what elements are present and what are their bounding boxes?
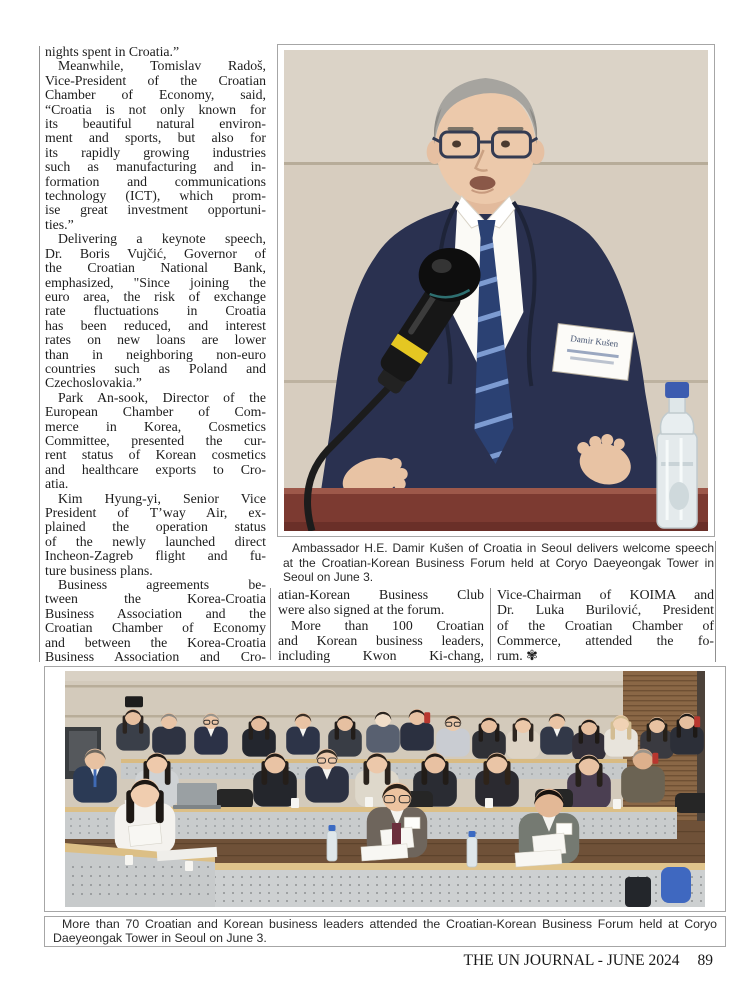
text-line: such as manufacturing and in- (45, 159, 266, 175)
text-line: formation and communications (45, 173, 266, 189)
text-line: of the newly launched direct (45, 533, 266, 549)
text-line: Croatian Chamber of Economy (45, 620, 266, 636)
journal-title: THE UN JOURNAL - JUNE 2024 (463, 952, 680, 969)
speaker-photo (284, 50, 708, 531)
text-line: atia. (45, 476, 69, 492)
text-line: including Kwon Ki-chang, (278, 648, 484, 664)
text-line: European Chamber of Com- (45, 404, 266, 420)
text-line: Dr. Luka Burilović, President (497, 602, 714, 618)
text-line: “Croatia is not only known for (45, 101, 266, 117)
page-footer (464, 952, 713, 970)
text-line: More than 100 Croatian (291, 617, 484, 633)
text-line: were also signed at the forum. (278, 602, 445, 618)
text-line: Delivering a keynote speech, (58, 231, 266, 247)
text-line: plained the operation status (45, 519, 266, 535)
podium (284, 488, 708, 531)
text-line: Incheon-Zagreb flight and fu- (45, 548, 266, 564)
text-line: tween the Korea-Croatia (45, 591, 266, 607)
text-line: has been reduced, and interest (45, 317, 266, 333)
column-rule-2-3 (490, 588, 491, 660)
audience-photo-frame (44, 666, 726, 912)
text-line: Commerce, attended the fo- (497, 632, 714, 648)
text-line: atian-Korean Business Club (278, 587, 484, 602)
text-line: euro area, the risk of exchange (45, 288, 266, 304)
text-line: and between the Korea-Croatia (45, 634, 266, 650)
text-line: Chamber of Economy, said, (45, 87, 266, 103)
text-line: Committee, presented the cur- (45, 432, 266, 448)
page-number: 89 (697, 952, 713, 969)
speaker-photo-frame (277, 44, 715, 537)
text-line: rum. ✾ (497, 648, 538, 664)
article-column-2 (278, 587, 484, 663)
text-line: its rapidly growing industries (45, 144, 266, 160)
speaker-photo-caption (283, 541, 714, 585)
text-line: Kim Hyung-yi, Senior Vice (58, 490, 266, 506)
audience-photo (65, 671, 705, 907)
text-line: Park An-sook, Director of the (58, 389, 266, 405)
text-line: Business Association and Cro- (45, 649, 266, 665)
text-line: Seoul on June 3. (283, 570, 374, 585)
text-line: ties.” (45, 216, 74, 232)
text-line: Vice-President of the Croatian (45, 72, 266, 88)
svg-text:Damir Kušen: Damir Kušen (569, 333, 619, 349)
text-line: its beautiful natural environ- (45, 116, 266, 132)
text-line: rate fluctuations in Croatia (45, 303, 266, 319)
text-line: Business Association and the (45, 605, 266, 621)
text-line: President of T’way Air, ex- (45, 505, 266, 520)
text-line: of the Croatian Chamber of (497, 617, 714, 633)
text-line: and Korean business leaders, (278, 632, 484, 648)
text-line: the Croatian National Bank, (45, 260, 266, 276)
text-line: rates on new loans are lower (45, 332, 266, 348)
text-line: ment and sports, but also for (45, 130, 266, 146)
column-rule-1-2 (270, 588, 271, 660)
text-line: countries such as Poland and (45, 360, 266, 376)
text-line: Dr. Boris Vujčić, Governor of (45, 245, 266, 261)
column-rule-left (39, 46, 40, 662)
text-line: Meanwhile, Tomislav Radoš, (58, 58, 266, 74)
text-line: Business agreements be- (58, 577, 266, 593)
text-line: and healthcare exports to Cro- (45, 461, 266, 477)
article-column-1 (45, 45, 266, 664)
text-line: than in neighboring non-euro (45, 346, 266, 362)
text-line: Czechoslovakia.” (45, 375, 142, 391)
text-line: ture business plans. (45, 562, 153, 578)
text-line: ise great investment opportuni- (45, 202, 266, 218)
text-line: nights spent in Croatia.” (45, 44, 180, 59)
text-line: Vice-Chairman of KOIMA and (497, 587, 714, 602)
text-line: More than 70 Croatian and Korean business leaders attended the Croatian-Korean Business Forum held at Coryo (62, 917, 717, 931)
text-line: technology (ICT), which prom- (45, 188, 266, 204)
text-line: Daeyeongak Tower in Seoul on June 3. (53, 930, 267, 945)
text-line: rent status of Korean cosmetics (45, 447, 266, 463)
text-line: emphasized, "Since joining the (45, 274, 266, 290)
column-rule-right (715, 541, 716, 662)
text-line: at the Croatian-Korean Business Forum held at Coryo Daeyeongak Tower in (283, 555, 714, 570)
text-line: Ambassador H.E. Damir Kušen of Croatia in Seoul delivers welcome speech (292, 541, 714, 555)
audience-photo-caption (44, 916, 726, 947)
name-badge (552, 324, 633, 381)
article-column-3 (497, 587, 714, 663)
mouth (470, 176, 496, 190)
text-line: merce in Korea, Cosmetics (45, 418, 266, 434)
